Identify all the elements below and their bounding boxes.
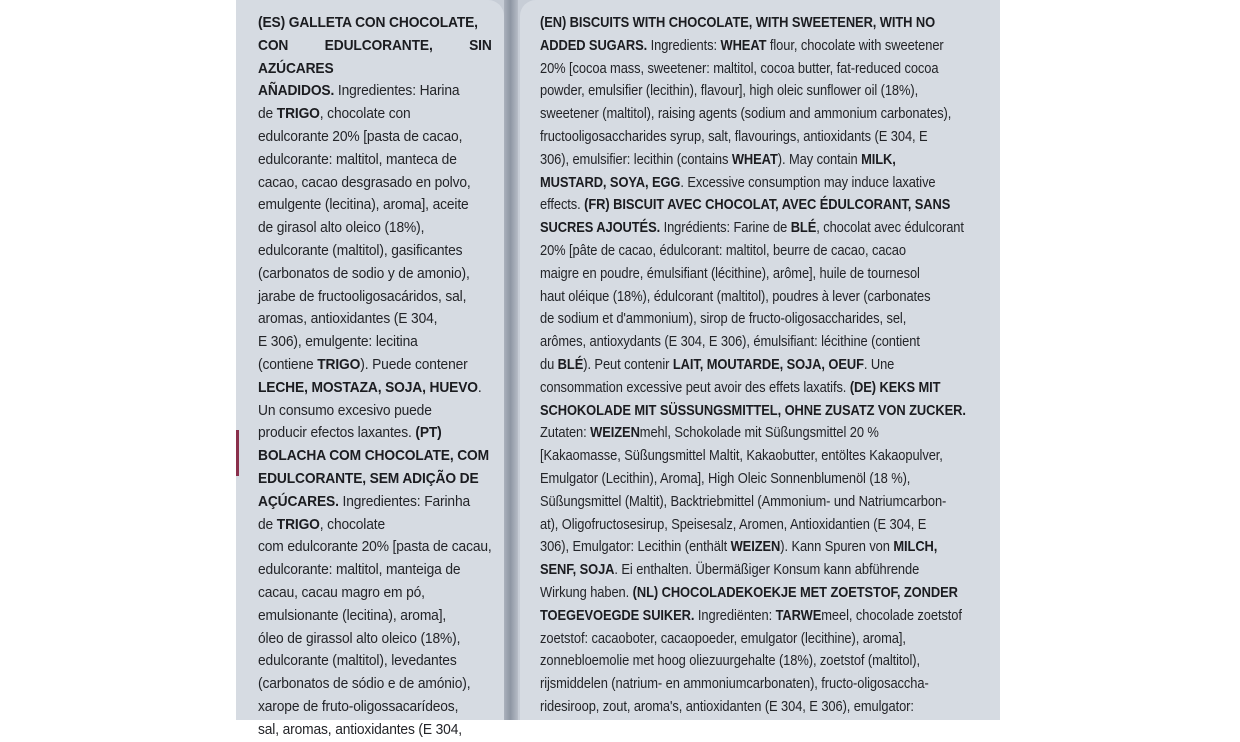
text-segment: cacau, cacau magro em pó, bbox=[258, 583, 425, 601]
text-line bbox=[258, 331, 492, 354]
text-line bbox=[540, 308, 996, 331]
text-line bbox=[258, 377, 492, 400]
text-line bbox=[258, 80, 492, 103]
text-line bbox=[540, 194, 996, 217]
text-segment: aromas, antioxidantes (E 304, bbox=[258, 310, 438, 328]
text-segment: . bbox=[477, 378, 482, 396]
text-segment: Zutaten: bbox=[540, 424, 591, 442]
text-segment: . Ei enthalten. Übermäßiger Konsum kann abführende bbox=[614, 561, 920, 579]
text-line bbox=[540, 240, 996, 263]
ingredients-text-es-pt bbox=[258, 12, 492, 742]
text-line bbox=[258, 263, 492, 286]
bold-text-segment: BOLACHA COM CHOCOLATE, COM bbox=[258, 447, 490, 465]
text-segment: edulcorante: maltitol, manteca de bbox=[258, 150, 457, 168]
bold-text-segment: TRIGO bbox=[276, 105, 320, 123]
bold-text-segment: (ES) GALLETA CON CHOCOLATE, bbox=[258, 14, 478, 31]
text-segment: (contiene bbox=[258, 355, 318, 373]
text-line bbox=[540, 650, 996, 673]
text-segment: Süßungsmittel (Maltit), Backtriebmittel (Ammonium- und Natriumcarbon- bbox=[540, 492, 947, 510]
fold-shadow bbox=[504, 0, 518, 720]
text-line bbox=[540, 628, 996, 651]
bold-text-segment: WHEAT bbox=[720, 36, 767, 54]
text-segment: 306), Emulgator: Lecithin (enthält bbox=[540, 538, 731, 556]
text-segment: maigre en poudre, émulsifiant (lécithine), arôme], huile de tournesol bbox=[540, 264, 920, 282]
text-line bbox=[540, 354, 996, 377]
text-segment: 20% [cocoa mass, sweetener: maltitol, cocoa butter, fat-reduced cocoa bbox=[540, 59, 939, 77]
text-segment: E 306), emulgente: lecitina bbox=[258, 333, 418, 351]
text-segment: cacao, cacao desgrasado en polvo, bbox=[258, 173, 471, 191]
text-segment: , chocolat avec édulcorant bbox=[816, 219, 964, 237]
text-line bbox=[258, 308, 492, 331]
text-segment: (carbonatos de sódio e de amónio), bbox=[258, 675, 471, 693]
label-panel-left bbox=[236, 0, 504, 738]
text-line bbox=[258, 400, 492, 423]
text-line bbox=[540, 331, 996, 354]
bold-text-segment: WEIZEN bbox=[590, 424, 640, 442]
text-line bbox=[540, 12, 996, 35]
text-line bbox=[540, 605, 996, 628]
bold-text-segment: SENF, SOJA bbox=[540, 561, 615, 579]
bold-text-segment: WEIZEN bbox=[730, 538, 781, 556]
text-segment: . Excessive consumption may induce laxative bbox=[680, 173, 936, 191]
text-line bbox=[258, 628, 492, 651]
text-line bbox=[258, 35, 492, 81]
text-segment: de bbox=[258, 515, 277, 533]
bold-text-segment: (EN) BISCUITS WITH CHOCOLATE, WITH SWEETENER, WITH NO bbox=[540, 14, 936, 31]
text-segment: Ingredients: bbox=[647, 36, 721, 54]
text-line bbox=[540, 126, 996, 149]
text-line bbox=[540, 149, 996, 172]
text-line bbox=[258, 719, 492, 742]
text-segment: ). Puede contener bbox=[360, 355, 468, 373]
bold-text-segment: BLÉ bbox=[557, 355, 584, 373]
text-line bbox=[540, 286, 996, 309]
text-line bbox=[258, 559, 492, 582]
text-segment: sal, aromas, antioxidantes (E 304, bbox=[258, 720, 462, 738]
text-line bbox=[540, 582, 996, 605]
text-segment: at), Oligofructosesirup, Speisesalz, Aromen, Antioxidantien (E 304, E bbox=[540, 515, 927, 533]
bold-text-segment: (FR) BISCUIT AVEC CHOCOLAT, AVEC ÉDULCORANT, SANS bbox=[584, 196, 951, 214]
bold-text-segment: LECHE, MOSTAZA, SOJA, HUEVO bbox=[258, 378, 478, 396]
text-line bbox=[540, 559, 996, 582]
ingredients-text-en-fr-de-nl bbox=[540, 12, 996, 719]
bold-text-segment: ADDED SUGARS. bbox=[540, 36, 648, 54]
text-segment: 20% [pâte de cacao, édulcorant: maltitol, beurre de cacao, cacao bbox=[540, 241, 906, 259]
text-line bbox=[540, 491, 996, 514]
text-line bbox=[258, 240, 492, 263]
bold-text-segment: MUSTARD, SOYA, EGG bbox=[540, 173, 681, 191]
bold-text-segment: AÇÚCARES. bbox=[258, 492, 339, 510]
bold-text-segment: SCHOKOLADE MIT SÜSSUNGSMITTEL, OHNE ZUSATZ VON ZUCKER. bbox=[540, 401, 966, 419]
text-line bbox=[258, 514, 492, 537]
text-line bbox=[258, 354, 492, 377]
text-line bbox=[258, 696, 492, 719]
text-line bbox=[258, 149, 492, 172]
bold-text-segment: BLÉ bbox=[790, 219, 817, 237]
text-segment: haut oléique (18%), édulcorant (maltitol), poudres à lever (carbonates bbox=[540, 287, 931, 305]
text-segment: sweetener (maltitol), raising agents (sodium and ammonium carbonates), bbox=[540, 105, 952, 123]
text-line bbox=[540, 422, 996, 445]
bold-text-segment: (DE) KEKS MIT bbox=[849, 378, 941, 396]
text-line bbox=[258, 673, 492, 696]
text-line bbox=[258, 468, 492, 491]
text-line bbox=[540, 536, 996, 559]
edge-mark bbox=[236, 430, 239, 476]
text-segment: Ingredientes: Harina bbox=[334, 82, 460, 100]
text-segment: ). May contain bbox=[777, 150, 862, 168]
text-segment: de girasol alto oleico (18%), bbox=[258, 219, 425, 237]
text-line bbox=[540, 400, 996, 423]
text-line bbox=[258, 217, 492, 240]
text-line bbox=[540, 514, 996, 537]
text-segment: meel, chocolade zoetstof bbox=[821, 606, 962, 624]
text-line bbox=[258, 650, 492, 673]
text-line bbox=[540, 35, 996, 58]
text-line bbox=[258, 491, 492, 514]
bold-text-segment: AÑADIDOS. bbox=[258, 82, 335, 100]
text-segment: ). Peut contenir bbox=[583, 355, 673, 373]
text-line bbox=[540, 80, 996, 103]
text-segment: flour, chocolate with sweetener bbox=[766, 36, 944, 54]
text-line bbox=[258, 422, 492, 445]
label-strip bbox=[236, 0, 1000, 738]
bold-text-segment: EDULCORANTE, SEM ADIÇÃO DE bbox=[258, 469, 479, 487]
text-segment: powder, emulsifier (lecithin), flavour], high oleic sunflower oil (18%), bbox=[540, 82, 919, 100]
bold-text-segment: CON EDULCORANTE, SIN AZÚCARES bbox=[258, 36, 492, 77]
text-segment: Un consumo excesivo puede bbox=[258, 401, 432, 419]
text-line bbox=[258, 582, 492, 605]
bold-text-segment: TOEGEVOEGDE SUIKER. bbox=[540, 606, 695, 624]
bold-text-segment: MILCH, bbox=[893, 538, 938, 556]
text-segment: de sodium et d'ammonium), sirop de fructo-oligosaccharides, sel, bbox=[540, 310, 907, 328]
text-segment: emulsionante (lecitina), aroma], bbox=[258, 606, 447, 624]
text-segment: ). Kann Spuren von bbox=[780, 538, 894, 556]
text-segment: (carbonatos de sodio y de amonio), bbox=[258, 264, 470, 282]
text-segment: de bbox=[258, 105, 277, 123]
text-segment: jarabe de fructooligosacáridos, sal, bbox=[258, 287, 467, 305]
text-line bbox=[540, 217, 996, 240]
text-segment: fructooligosaccharides syrup, salt, flavourings, antioxidants (E 304, E bbox=[540, 127, 928, 145]
text-segment: edulcorante 20% [pasta de cacao, bbox=[258, 127, 463, 145]
text-segment: , chocolate con bbox=[319, 105, 411, 123]
text-segment: edulcorante (maltitol), levedantes bbox=[258, 652, 457, 670]
bold-text-segment: SUCRES AJOUTÉS. bbox=[540, 219, 661, 237]
text-line bbox=[540, 172, 996, 195]
bold-text-segment: MILK, bbox=[861, 150, 896, 168]
bold-text-segment: (NL) CHOCOLADEKOEKJE MET ZOETSTOF, ZONDER bbox=[632, 583, 958, 601]
text-segment: rijsmiddelen (natrium- en ammoniumcarbonaten), fructo-oligosaccha- bbox=[540, 675, 929, 693]
text-line bbox=[540, 445, 996, 468]
text-segment: Ingrédients: Farine de bbox=[660, 219, 791, 237]
text-segment: 306), emulsifier: lecithin (contains bbox=[540, 150, 732, 168]
bold-text-segment: (PT) bbox=[415, 424, 442, 442]
text-line bbox=[258, 605, 492, 628]
text-line bbox=[258, 12, 492, 35]
text-line bbox=[258, 103, 492, 126]
text-segment: edulcorante: maltitol, manteiga de bbox=[258, 561, 461, 579]
text-segment: [Kakaomasse, Süßungsmittel Maltit, Kakaobutter, entöltes Kakaopulver, bbox=[540, 447, 943, 465]
text-segment: Emulgator (Lecithin), Aroma], High Oleic Sonnenblumenöl (18 %), bbox=[540, 469, 911, 487]
text-segment: xarope de fruto-oligossacarídeos, bbox=[258, 697, 459, 715]
text-line bbox=[258, 445, 492, 468]
text-line bbox=[258, 172, 492, 195]
text-segment: emulgente (lecitina), aroma], aceite bbox=[258, 196, 469, 214]
text-segment: arômes, antioxydants (E 304, E 306), émulsifiant: lécithine (contient bbox=[540, 333, 920, 351]
text-segment: com edulcorante 20% [pasta de cacau, bbox=[258, 538, 492, 556]
text-line bbox=[540, 58, 996, 81]
text-segment: óleo de girassol alto oleico (18%), bbox=[258, 629, 461, 647]
bold-text-segment: TRIGO bbox=[317, 355, 361, 373]
text-segment: zoetstof: cacaoboter, cacaopoeder, emulgator (lecithine), aroma], bbox=[540, 629, 906, 647]
bold-text-segment: TARWE bbox=[775, 606, 822, 624]
text-segment: mehl, Schokolade mit Süßungsmittel 20 % bbox=[639, 424, 879, 442]
text-segment: ridesiroop, zout, aroma's, antioxidanten (E 304, E 306), emulgator: bbox=[540, 697, 914, 715]
text-line bbox=[540, 377, 996, 400]
text-line bbox=[258, 194, 492, 217]
text-segment: effects. bbox=[540, 196, 585, 214]
text-line bbox=[258, 126, 492, 149]
text-line bbox=[258, 536, 492, 559]
text-segment: Wirkung haben. bbox=[540, 583, 633, 601]
text-segment: , chocolate bbox=[319, 515, 386, 533]
text-segment: edulcorante (maltitol), gasificantes bbox=[258, 241, 463, 259]
text-line bbox=[540, 103, 996, 126]
text-line bbox=[258, 286, 492, 309]
bold-text-segment: TRIGO bbox=[276, 515, 320, 533]
text-segment: zonnebloemolie met hoog oliezuurgehalte (18%), zoetstof (maltitol), bbox=[540, 652, 921, 670]
text-segment: Ingrediënten: bbox=[694, 606, 776, 624]
text-segment: Ingredientes: Farinha bbox=[338, 492, 471, 510]
text-line bbox=[540, 263, 996, 286]
text-line bbox=[540, 468, 996, 491]
label-panel-right bbox=[520, 0, 1000, 720]
bold-text-segment: LAIT, MOUTARDE, SOJA, OEUF bbox=[672, 355, 864, 373]
text-segment: . Une bbox=[863, 355, 895, 373]
bold-text-segment: WHEAT bbox=[731, 150, 778, 168]
text-segment: du bbox=[540, 355, 558, 373]
text-segment: producir efectos laxantes. bbox=[258, 424, 416, 442]
text-line bbox=[540, 673, 996, 696]
text-line bbox=[540, 696, 996, 719]
text-segment: consommation excessive peut avoir des effets laxatifs. bbox=[540, 378, 850, 396]
